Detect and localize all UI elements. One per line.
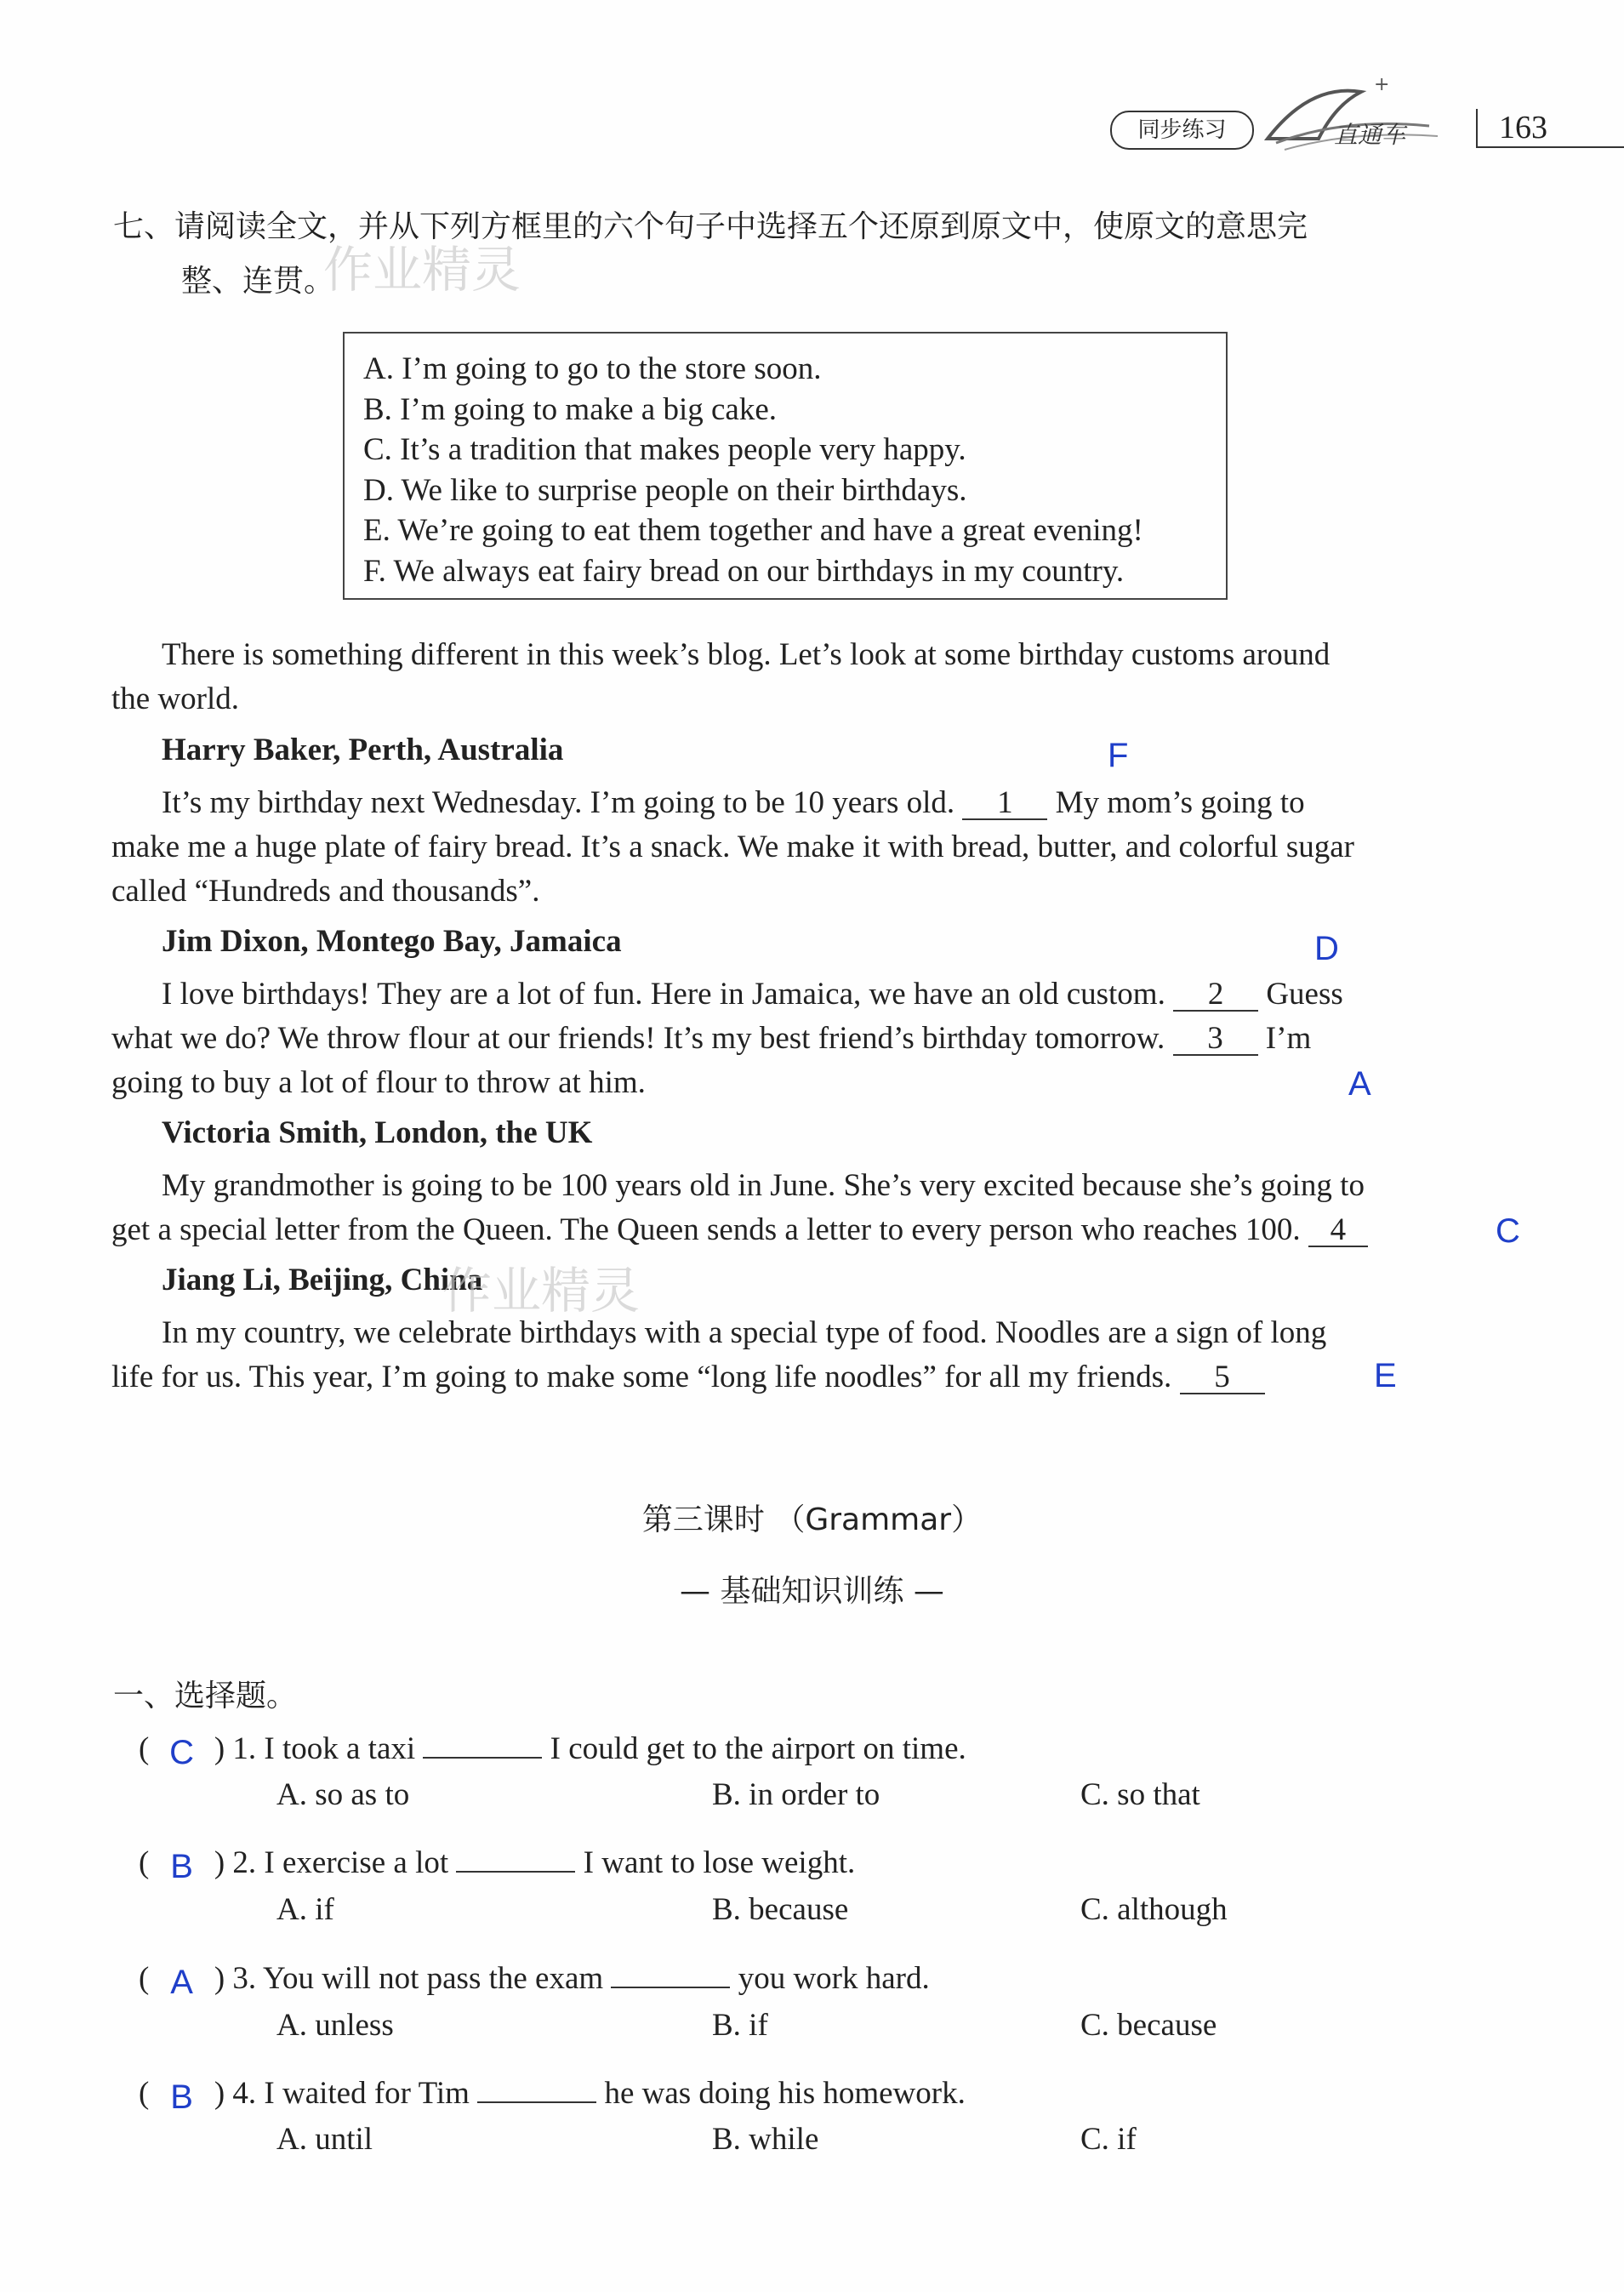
option-a: A. I’m going to go to the store soon. <box>363 351 822 386</box>
option-c: C. It’s a tradition that makes people very happy. <box>363 432 966 467</box>
watermark: 作业精灵 <box>323 241 521 299</box>
page-number: 163 <box>1476 109 1624 148</box>
option-d: D. We like to surprise people on their birthdays. <box>363 472 967 508</box>
options-box <box>343 332 1228 600</box>
blank-4[interactable]: 4 <box>1308 1215 1368 1247</box>
q3-blank[interactable] <box>611 1959 730 1988</box>
q1-option-a: A. so as to <box>276 1777 410 1812</box>
blank-2[interactable]: 2 <box>1173 979 1258 1012</box>
q3-option-a: A. unless <box>276 2008 394 2043</box>
q1-option-c: C. so that <box>1080 1777 1200 1812</box>
section7-title-line2: 整、连贯。 <box>181 264 335 299</box>
p1-line2: make me a huge plate of fairy bread. It’s a snack. We make it with bread, butter, and colorful sugar <box>111 830 1354 864</box>
q3-option-c: C. because <box>1080 2008 1217 2043</box>
q2-blank[interactable] <box>456 1844 575 1873</box>
option-f: F. We always eat fairy bread on our birthdays in my country. <box>363 553 1125 589</box>
p4-heading: Jiang Li, Beijing, China <box>162 1263 483 1297</box>
option-b: B. I’m going to make a big cake. <box>363 391 778 427</box>
intro-line2: the world. <box>111 681 240 716</box>
q4-blank[interactable] <box>477 2074 596 2103</box>
logo-icon <box>1259 66 1446 160</box>
q1-blank[interactable] <box>423 1730 542 1759</box>
q2-answer: B <box>170 1848 193 1885</box>
logo-text: 直通车 <box>1334 121 1406 149</box>
p1-line1: It’s my birthday next Wednesday. I’m going to be 10 years old. 1 My mom’s going to <box>162 785 1305 820</box>
p2-answer-2: D <box>1314 930 1339 967</box>
option-e: E. We’re going to eat them together and have a great evening! <box>363 513 1143 548</box>
q4-option-b: B. while <box>712 2122 819 2157</box>
question-2: ( B ) 2. I exercise a lot I want to lose weight. <box>139 1845 856 1885</box>
q3-answer: A <box>170 1964 193 2001</box>
section1-title: 一、选择题。 <box>113 1679 298 1713</box>
svg-text:+: + <box>1374 74 1390 95</box>
q3-option-b: B. if <box>712 2008 768 2043</box>
question-1: ( C ) 1. I took a taxi I could get to the airport on time. <box>139 1731 966 1771</box>
q2-option-c: C. although <box>1080 1892 1228 1927</box>
question-4: ( B ) 4. I waited for Tim he was doing his homework. <box>139 2076 966 2116</box>
p4-line2: life for us. This year, I’m going to make some “long life noodles” for all my friends. 5 <box>111 1355 1265 1400</box>
q4-answer: B <box>170 2078 193 2116</box>
p2-line1: I love birthdays! They are a lot of fun. Here in Jamaica, we have an old custom. 2 Guess <box>162 977 1343 1012</box>
p2-heading: Jim Dixon, Montego Bay, Jamaica <box>162 924 622 959</box>
q1-option-b: B. in order to <box>712 1777 880 1812</box>
p3-answer: C <box>1496 1212 1520 1250</box>
p1-answer: F <box>1108 737 1129 774</box>
p2-line2: what we do? We throw flour at our friends! It’s my best friend’s birthday tomorrow. 3 I’m <box>111 1021 1312 1056</box>
p2-answer-3: A <box>1348 1065 1371 1103</box>
intro-line1: There is something different in this week’s blog. Let’s look at some birthday customs around <box>162 637 1331 672</box>
blank-1[interactable]: 1 <box>962 788 1047 820</box>
q2-option-a: A. if <box>276 1892 334 1927</box>
blank-3[interactable]: 3 <box>1173 1023 1258 1056</box>
section7-title-line1: 七、请阅读全文，并从下列方框里的六个句子中选择五个还原到原文中，使原文的意思完 <box>113 209 1308 244</box>
p3-heading: Victoria Smith, London, the UK <box>162 1115 593 1150</box>
header-badge: 同步练习 <box>1110 111 1254 150</box>
p1-line3: called “Hundreds and thousands”. <box>111 874 540 909</box>
q1-answer: C <box>169 1734 195 1771</box>
watermark-2: 作业精灵 <box>442 1262 641 1320</box>
p4-answer: E <box>1374 1357 1397 1394</box>
blank-5[interactable]: 5 <box>1180 1362 1265 1394</box>
p1-heading: Harry Baker, Perth, Australia <box>162 733 564 767</box>
p3-line2: get a special letter from the Queen. The Queen sends a letter to every person who reaches 100. 4 <box>111 1208 1368 1252</box>
lesson-title: 第三课时 （Grammar） <box>641 1502 983 1537</box>
p4-line1: In my country, we celebrate birthdays with a special type of food. Noodles are a sign of long <box>162 1315 1327 1350</box>
question-3: ( A ) 3. You will not pass the exam you work hard. <box>139 1961 930 2001</box>
lesson-subtitle: — 基础知识训练 — <box>680 1574 944 1609</box>
q4-option-c: C. if <box>1080 2122 1137 2157</box>
q4-option-a: A. until <box>276 2122 373 2157</box>
p3-line1: My grandmother is going to be 100 years old in June. She’s very excited because she’s going to <box>162 1168 1365 1203</box>
p2-line3: going to buy a lot of flour to throw at him. <box>111 1065 646 1100</box>
q2-option-b: B. because <box>712 1892 849 1927</box>
